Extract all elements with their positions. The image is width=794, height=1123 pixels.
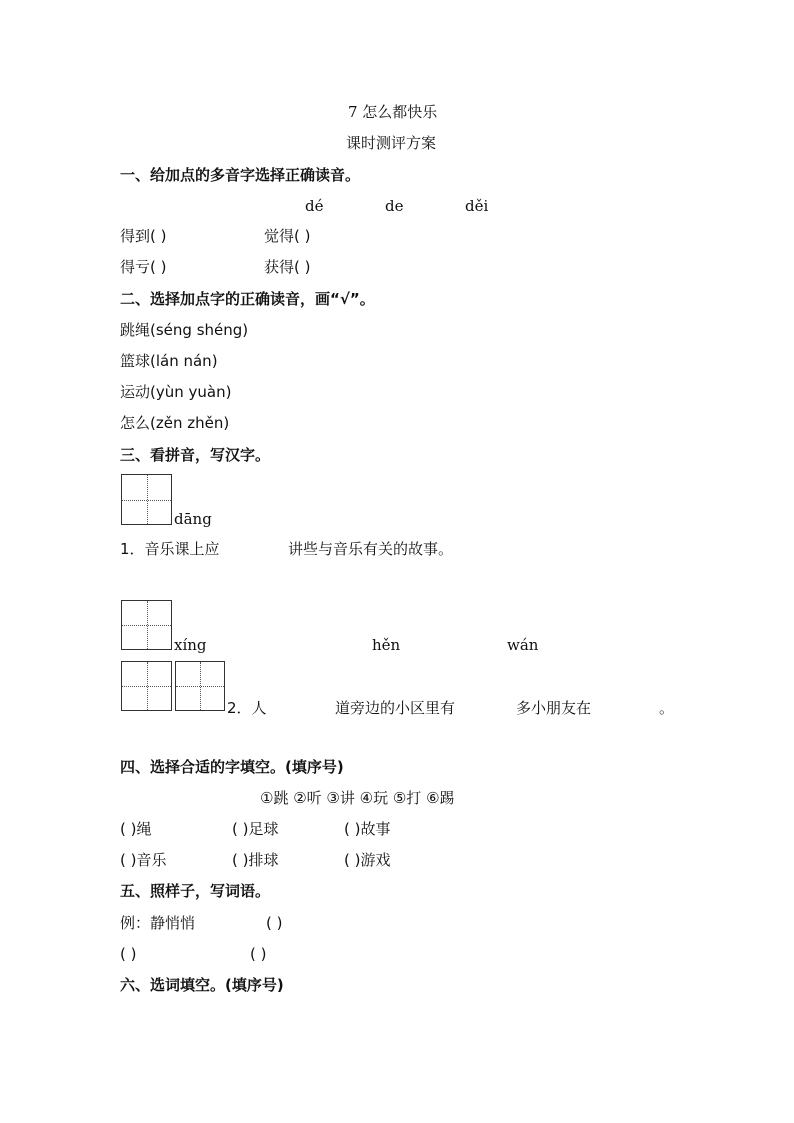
- writing-grid-box[interactable]: [121, 474, 172, 525]
- question-item: 获得( ): [264, 258, 311, 276]
- fill-blank-item: ( )游戏: [344, 851, 391, 869]
- sentence-part: 多小朋友在: [516, 699, 592, 717]
- pinyin-prompt: xíng: [174, 636, 207, 654]
- pinyin-option: dé: [305, 197, 324, 215]
- question-item: 篮球(lán nán): [120, 352, 218, 370]
- question-item: 得到( ): [120, 227, 167, 245]
- answer-blank: ( ): [120, 945, 137, 963]
- fill-blank-item: ( )绳: [120, 820, 152, 838]
- answer-blank: ( ): [250, 945, 267, 963]
- sentence-part: 道旁边的小区里有: [335, 699, 456, 717]
- fill-blank-item: ( )排球: [232, 851, 279, 869]
- sentence-part: 2．人: [227, 699, 267, 717]
- writing-grid-box[interactable]: [175, 661, 225, 711]
- fill-blank-item: ( )故事: [344, 820, 391, 838]
- question-item: 得亏( ): [120, 258, 167, 276]
- pinyin-prompt: dāng: [174, 510, 212, 528]
- sentence-part: 1．音乐课上应: [120, 540, 220, 558]
- pinyin-prompt: hěn: [372, 636, 401, 654]
- sentence-part: 讲些与音乐有关的故事。: [288, 540, 454, 558]
- writing-grid-box[interactable]: [121, 600, 172, 650]
- section1-heading: 一、给加点的多音字选择正确读音。: [120, 166, 361, 184]
- pinyin-option: děi: [465, 197, 489, 215]
- section4-heading: 四、选择合适的字填空。(填序号): [120, 758, 344, 776]
- answer-blank: ( ): [266, 914, 283, 932]
- sentence-end: 。: [659, 699, 675, 717]
- section5-heading: 五、照样子，写词语。: [120, 882, 271, 900]
- section3-heading: 三、看拼音，写汉字。: [120, 446, 271, 464]
- pinyin-prompt: wán: [507, 636, 539, 654]
- character-options: ①跳 ②听 ③讲 ④玩 ⑤打 ⑥踢: [260, 789, 455, 807]
- example-word: 例：静悄悄: [120, 914, 196, 932]
- fill-blank-item: ( )足球: [232, 820, 279, 838]
- section2-heading: 二、选择加点字的正确读音，画“√”。: [120, 290, 375, 308]
- fill-blank-item: ( )音乐: [120, 851, 167, 869]
- lesson-subtitle: 课时测评方案: [346, 134, 437, 152]
- lesson-title: 7 怎么都快乐: [348, 103, 438, 121]
- section6-heading: 六、选词填空。(填序号): [120, 976, 284, 994]
- writing-grid-box[interactable]: [121, 661, 172, 711]
- question-item: 怎么(zěn zhěn): [120, 414, 230, 432]
- question-item: 觉得( ): [264, 227, 311, 245]
- question-item: 运动(yùn yuàn): [120, 383, 232, 401]
- question-item: 跳绳(séng shéng): [120, 321, 249, 339]
- pinyin-option: de: [385, 197, 404, 215]
